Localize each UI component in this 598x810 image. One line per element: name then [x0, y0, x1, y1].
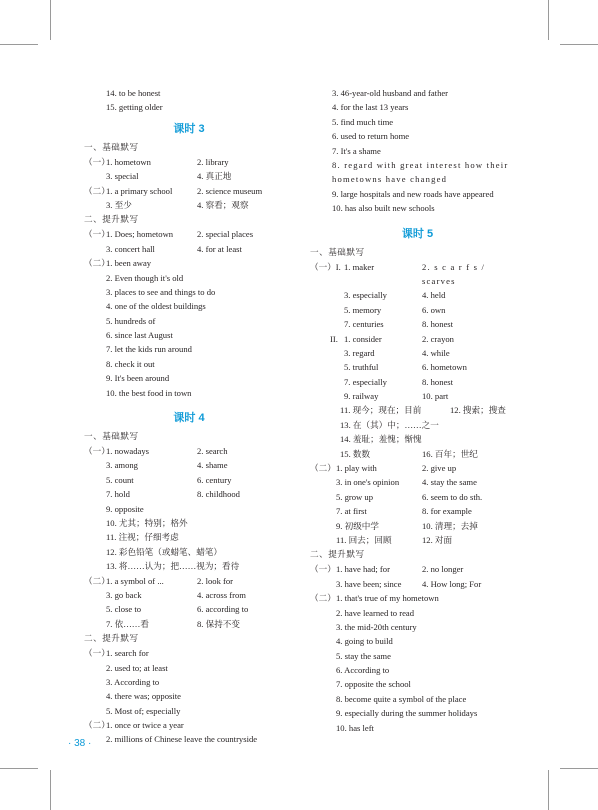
answer-row: （一） 1. have had; for 2. no longer	[310, 564, 464, 575]
answer-item: （二） 1. been away	[84, 258, 152, 269]
answer-row: II. 1. consider 2. crayon	[330, 333, 454, 344]
answer-item: 2. used to; at least	[106, 662, 168, 673]
answer-item: 3. According to	[106, 676, 160, 687]
answer-row: 3. special 4. 真正地	[106, 171, 232, 182]
answer-row: 9. 初级中学 10. 清理；去掉	[336, 520, 478, 531]
answer-item: 14. to be honest	[106, 88, 161, 98]
answer-item: （一） 1. search for	[84, 648, 149, 659]
answer-item: 8. check it out	[106, 358, 155, 369]
answer-item: 3. 46-year-old husband and father	[332, 88, 449, 98]
answer-item: 7. It's a shame	[332, 145, 381, 156]
answer-item: 10. 尤其；特别；格外	[106, 517, 188, 528]
answer-row: 5. grow up 6. seem to do sth.	[336, 491, 483, 502]
answer-row: 3. regard 4. while	[344, 347, 450, 358]
answer-row: 5. truthful 6. hometown	[344, 362, 467, 373]
answer-item: （二） 1. that's true of my hometown	[310, 593, 439, 604]
answer-row: 3. concert hall 4. for at least	[106, 243, 242, 254]
answer-item: 2. Even though it's old	[106, 272, 184, 283]
answer-item: 2. millions of Chinese leave the countryside	[106, 734, 258, 745]
answer-row: 7. centuries 8. honest	[344, 319, 454, 330]
left-column	[84, 86, 294, 747]
crop-mark	[0, 768, 38, 769]
answer-item: 6. used to return home	[332, 131, 410, 142]
line-spacer	[310, 274, 525, 288]
answer-item: 4. for the last 13 years	[332, 102, 409, 113]
answer-row: （一） 1. nowadays 2. search	[84, 446, 228, 457]
section-heading: 一、基础默写	[84, 141, 139, 152]
answer-item: 9. especially during the summer holidays	[336, 708, 478, 719]
answer-row: 3. especially 4. held	[344, 290, 446, 301]
section-heading: 二、提升默写	[84, 214, 139, 225]
page-number: · 38 ·	[68, 738, 92, 749]
answer-row: 11. 回去；回顾 12. 对面	[336, 534, 453, 545]
section-heading: 一、基础默写	[84, 431, 139, 442]
answer-row: （一） 1. hometown 2. library	[84, 156, 229, 167]
answer-item: 6. since last August	[106, 330, 173, 341]
answer-item: 5. find much time	[332, 116, 394, 127]
answer-row: 7. at first 8. for example	[336, 506, 472, 517]
crop-mark	[50, 0, 51, 40]
right-column	[310, 86, 525, 735]
answer-item: 5. Most of; especially	[106, 705, 181, 716]
answer-item: 12. 彩色铅笔（或蜡笔、蜡笔）	[106, 546, 223, 557]
answer-row: 5. memory 6. own	[344, 304, 446, 315]
answer-row: 15. 数数 16. 百年；世纪	[340, 448, 478, 459]
answer-item: 8. regard with great interest how their hometowns have changed	[332, 159, 509, 185]
answer-item: 6. According to	[336, 665, 390, 676]
answer-row: 3. 至少 4. 察看；观察	[106, 199, 249, 210]
answer-item: 9. large hospitals and new roads have appeared	[332, 188, 494, 199]
answer-row: 5. close to 6. according to	[106, 604, 249, 615]
answer-item: 4. going to build	[336, 636, 393, 647]
section-heading: 二、提升默写	[310, 549, 365, 560]
answer-item: 13. 将……认为；把……视为；看待	[106, 561, 240, 572]
answer-row: 3. go back 4. across from	[106, 589, 246, 600]
answer-row: 3. have been; since 4. How long; For	[336, 578, 482, 589]
answer-item: 8. become quite a symbol of the place	[336, 693, 467, 704]
answer-row: 3. in one's opinion 4. stay the same	[336, 477, 477, 488]
answer-row: （一） 1. Does; hometown 2. special places	[84, 229, 254, 240]
lesson-title: 课时 5	[401, 227, 434, 240]
crop-mark	[560, 44, 598, 45]
answer-item: 4. there was; opposite	[106, 691, 181, 702]
answer-item: 5. stay the same	[336, 650, 391, 661]
answer-item: 2. have learned to read	[336, 607, 415, 618]
answer-row: 7. hold 8. childhood	[106, 489, 240, 500]
section-heading: 二、提升默写	[84, 633, 139, 644]
answer-item: 5. hundreds of	[106, 315, 156, 326]
section-heading: 一、基础默写	[310, 246, 365, 257]
crop-mark	[50, 770, 51, 810]
answer-row: 7. especially 8. honest	[344, 376, 454, 387]
answer-item: 7. let the kids run around	[106, 344, 192, 355]
answer-item: 11. 注视；仔细考虑	[106, 532, 179, 543]
answer-row: （一）I. 1. maker 2. s c a r f s / scarves	[310, 261, 486, 286]
answer-row: 3. among 4. shame	[106, 460, 228, 471]
answer-item: 13. 在（其）中；……之一	[340, 419, 439, 430]
answer-row: （二） 1. a primary school 2. science museum	[84, 185, 263, 196]
answer-item: 15. getting older	[106, 102, 163, 113]
answer-item: 4. one of the oldest buildings	[106, 301, 206, 312]
crop-mark	[548, 0, 549, 40]
answer-row: 9. railway 10. part	[344, 391, 449, 402]
answer-item: （二） 1. once or twice a year	[84, 720, 184, 731]
answer-item: 3. the mid-20th century	[336, 621, 417, 632]
answer-item: 9. opposite	[106, 503, 144, 514]
answer-row: （二） 1. a symbol of ... 2. look for	[84, 575, 234, 586]
answer-row: 5. count 6. century	[106, 474, 232, 485]
answer-item: 3. places to see and things to do	[106, 286, 216, 297]
lesson-title: 课时 4	[173, 412, 205, 425]
answer-row: 11. 现今；现在；目前 12. 搜索；搜查	[340, 405, 506, 416]
answer-row: （二） 1. play with 2. give up	[310, 463, 457, 474]
crop-mark	[560, 768, 598, 769]
lesson-title: 课时 3	[173, 122, 205, 135]
answer-item: 10. has also built new schools	[332, 203, 435, 214]
answer-item: 9. It's been around	[106, 373, 170, 384]
answer-item: 10. has left	[336, 722, 374, 733]
answer-item: 14. 羞耻；羞愧；惭愧	[340, 434, 422, 445]
crop-mark	[548, 770, 549, 810]
crop-mark	[0, 44, 38, 45]
answer-item: 10. the best food in town	[106, 387, 192, 398]
answer-item: 7. opposite the school	[336, 679, 411, 690]
answer-row: 7. 依……看 8. 保持不变	[106, 618, 240, 629]
